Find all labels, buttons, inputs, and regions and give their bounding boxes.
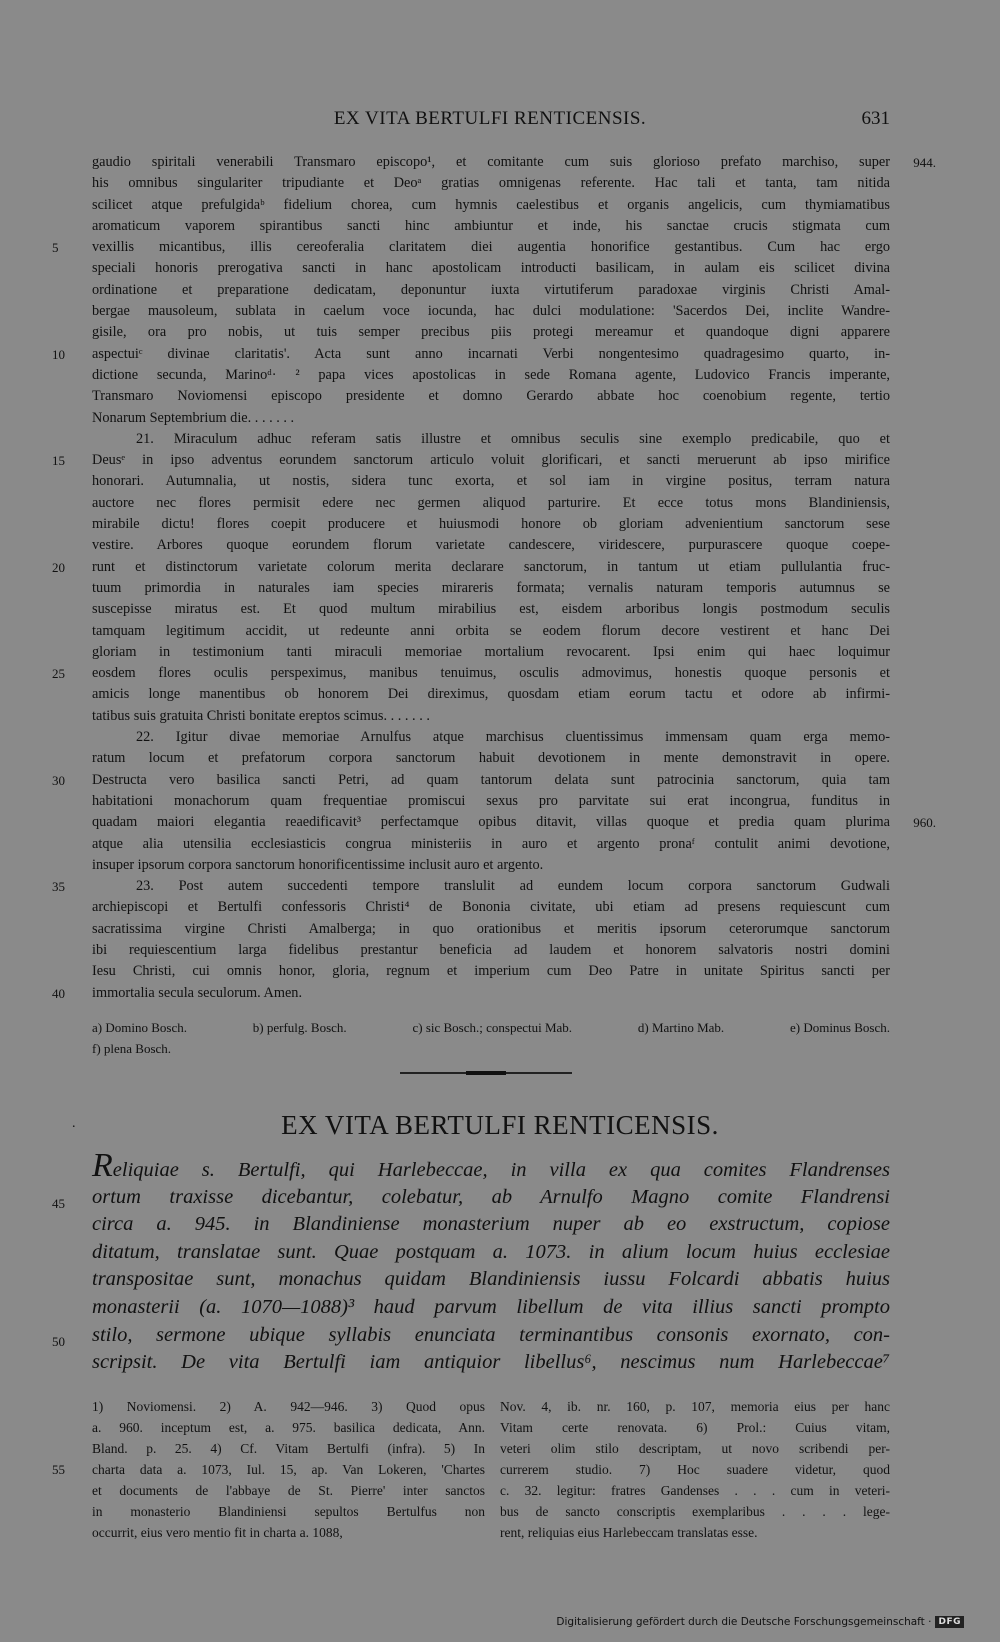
text-line <box>92 621 890 642</box>
line-text: his omnibus singulariter tripudiante et Deoᵃ gratias omnigenas referente. Hac tali et tanta, tam nitida <box>92 175 890 192</box>
line-text: Transmaro Noviomensi episcopo presidente et domno Gerardo abbate hoc coenobium regente, tertio <box>92 388 890 405</box>
line-text: gaudio spiritali venerabili Transmaro episcopo¹, et comitante cum suis glorioso prefato marchiso, super <box>92 154 890 170</box>
text-line <box>92 173 890 194</box>
main-text-block <box>52 152 936 1004</box>
text-line <box>92 642 890 663</box>
margin-date: 960. <box>913 815 936 831</box>
dfg-logo: DFG <box>935 1616 964 1628</box>
line-text: aspectuiᶜ divinae claritatis'. Acta sunt anno incarnati Verbi nongentesimo quadragesimo quarto, in- <box>92 345 890 362</box>
line-text: ditatum, translatae sunt. Quae postquam a. 1073. in alium locum huius ecclesiae <box>92 1240 890 1263</box>
text-line <box>92 1349 890 1377</box>
line-number: 55 <box>52 1462 65 1477</box>
drop-cap: R <box>92 1147 113 1184</box>
text-line <box>52 1322 890 1350</box>
footer-credit <box>556 1616 964 1628</box>
line-text: eliquiae s. Bertulfi, qui Harlebeccae, in villa ex qua comites Flandrenses <box>112 1159 890 1181</box>
line-number: 5 <box>52 240 59 256</box>
line-text: 1) Noviomensi. 2) A. 942—946. 3) Quod opus <box>92 1399 485 1414</box>
line-text: aromaticum vaporem spirantibus sancti hinc ambiuntur et inde, his sanctae crucis stigmata cum <box>92 217 890 234</box>
line-text: Vitam certe renovata. 6) Prol.: Cuius vitam, <box>500 1420 890 1435</box>
text-line <box>52 557 890 578</box>
line-text: charta data a. 1073, Iul. 15, ap. Van Lokeren, 'Chartes <box>92 1462 485 1477</box>
text-line <box>92 897 890 918</box>
line-text: Nonarum Septembrium die. . . . . . . <box>92 409 295 426</box>
text-line <box>92 1417 485 1438</box>
text-line <box>500 1480 890 1501</box>
text-line <box>52 237 890 258</box>
line-text: sacratissima virgine Christi Amalberga; in quo orationibus et meritis ipsorum ceterorumque sanctorum <box>92 920 890 937</box>
text-line <box>92 152 936 173</box>
line-text: scilicet atque prefulgidaᵇ fidelium chorea, cum hymnis caelestibus et organis angelicis, cum thymiamatibus <box>92 196 890 213</box>
text-line <box>92 322 890 343</box>
footnote-c: c) sic Bosch.; conspectui Mab. <box>412 1020 573 1035</box>
line-text: Nov. 4, ib. nr. 160, p. 107, memoria eius per hanc <box>500 1399 890 1414</box>
text-line <box>92 684 890 705</box>
text-line <box>92 535 890 556</box>
line-text: speciali honoris prerogativa sancti in hanc apostolicam introducti basilicam, in aulam eis scilicet divina <box>92 260 890 277</box>
line-number: 35 <box>52 879 65 895</box>
text-line <box>500 1417 890 1438</box>
line-text: ratum locum et prefatorum corpora sanctorum habuit devotionem in mente demonstravit in opere. <box>92 750 890 767</box>
footnote-f: f) plena Bosch. <box>92 1041 172 1056</box>
text-line <box>92 834 890 855</box>
text-line <box>92 1147 890 1184</box>
line-text: runt et distinctorum varietate colorum merita declarare sanctorum, in tantum ut etiam pullulantia fruc- <box>92 558 890 575</box>
line-text: ibi requiescentium larga fidelibus prestantur beneficia ad laudem et honorem salvatoris nostri domini <box>92 941 890 958</box>
text-line <box>92 408 890 429</box>
line-text: insuper ipsorum corpora sanctorum honorificentissime inclusit auro et argento. <box>92 856 544 873</box>
line-text: Bland. p. 25. 4) Cf. Vitam Bertulfi (infra). 5) In <box>92 1441 485 1456</box>
text-line <box>92 429 890 450</box>
line-number: 30 <box>52 772 65 788</box>
footnote-d: d) Martino Mab. <box>637 1020 725 1035</box>
text-line <box>92 1501 485 1522</box>
line-text: 22. Igitur divae memoriae Arnulfus atque marchisus cluentissimus immensam quam erga memo- <box>136 729 890 746</box>
line-text: monasterii (a. 1070—1088)³ haud parvum libellum de vita illius sancti prompto <box>92 1295 890 1318</box>
line-text: in monasterio Blandiniensi sepultos Bertulfus non <box>92 1504 485 1519</box>
text-line <box>92 1294 890 1322</box>
line-text: auctore nec flores permisit edere nec germen aliquod parturire. Et ecce totus mons Blandiniensis, <box>92 494 890 511</box>
line-text: transpositae sunt, monachus quidam Blandiniensis iussu Folcardi abbatis huius <box>92 1268 890 1291</box>
line-text: a. 960. inceptum est, a. 975. basilica dedicata, Ann. <box>92 1420 485 1435</box>
line-text: c. 32. legitur: fratres Gandenses . . . cum in veteri- <box>500 1483 890 1498</box>
text-line <box>92 280 890 301</box>
text-line <box>92 578 890 599</box>
text-line <box>92 493 890 514</box>
text-line <box>92 791 890 812</box>
text-line <box>92 1211 890 1239</box>
line-text: ordinatione et preparatione dedicatam, deponuntur iuxta virtutiferum paradoxae virginis Christi Amal- <box>92 281 890 298</box>
margin-date: 944. <box>913 155 936 170</box>
intro-text-block <box>52 1147 890 1377</box>
line-text: currerem studio. 7) Hoc suadere videtur, quod <box>500 1462 890 1477</box>
text-line <box>500 1501 890 1522</box>
text-line <box>92 706 890 727</box>
line-text: habitationi monachorum quam frequentiae promiscui sexus pro parvitate sui erat incongrua, funditus in <box>92 792 890 809</box>
line-text: et documents de l'abbaye de St. Pierre' inter sanctos <box>92 1483 485 1498</box>
footnote-a: a) Domino Bosch. <box>92 1020 187 1035</box>
line-text: tamquam legitimum accidit, ut redeunte anni orbita se eodem florum decore vestirent et hanc Dei <box>92 622 890 639</box>
line-number: 25 <box>52 666 65 682</box>
line-text: honorari. Autumnalia, ut nostis, sidera tunc exorta, et sol iam in virgine positus, terram natura <box>92 473 890 490</box>
text-line <box>92 258 890 279</box>
line-text: Deusᵉ in ipso adventus eorundem sanctorum articulo voluit glorificari, et sancti meruerunt ab ipso mirifice <box>92 452 890 469</box>
text-line <box>52 770 890 791</box>
text-line <box>92 195 890 216</box>
line-text: Iesu Christi, cui omnis honor, gloria, regnum et imperium cum Deo Patre in unitate Spiritus sancti per <box>92 963 890 980</box>
line-text: archiepiscopi et Bertulfi confessoris Christi⁴ de Bononia civitate, ubi etiam ad presens requiescunt cum <box>92 899 890 916</box>
line-number: 10 <box>52 346 65 362</box>
text-line <box>92 301 890 322</box>
line-text: suscepisse miratus est. Et quod multum mirabilius est, eisdem arboribus longis postmodum seculis <box>92 601 890 618</box>
line-text: Destructa vero basilica sancti Petri, ad quam tantorum delata sunt patrocinia sanctorum, quia tam <box>92 771 890 788</box>
line-text: vexillis micantibus, illis cereoferalia claritatem diei augentia honorifice gestantibus. Cum hac ergo <box>92 239 890 256</box>
text-line <box>92 940 890 961</box>
text-line <box>92 1396 485 1417</box>
line-text: tuum primordia in naturales iam species mirareris formata; vernalis naturam temporis autumnus se <box>92 579 890 596</box>
text-line <box>500 1522 890 1543</box>
text-line <box>92 919 890 940</box>
text-line <box>500 1438 890 1459</box>
section-dot: . <box>72 1116 76 1131</box>
line-text: vestire. Arbores quoque eorundem florum varietate candescere, viridescere, purpurascere quoque coepe- <box>92 537 890 554</box>
line-text: gisile, ora pro nobis, ut tuis semper precibus piis protegi mereamur et quandoque digni apparere <box>92 324 890 341</box>
text-line <box>500 1396 890 1417</box>
footnotes <box>92 1017 890 1059</box>
line-number: 45 <box>52 1195 65 1211</box>
text-line <box>92 748 890 769</box>
running-title: EX VITA BERTULFI RENTICENSIS. <box>333 108 647 129</box>
footer-credit-text: Digitalisierung gefördert durch die Deutsche Forschungsgemeinschaft · <box>556 1616 932 1628</box>
text-line <box>500 1459 890 1480</box>
line-text: atque alia utensilia ecclesiasticis congrua ministeriis in auro et argento pronaᶠ contulit animi devotione, <box>92 835 890 852</box>
text-line <box>52 983 890 1004</box>
line-text: veteri olim stilo descriptam, ut novo scribendi per- <box>500 1441 890 1456</box>
line-text: dictione secunda, Marinoᵈ· ² papa vices apostolicas in sede Romana agente, Ludovico Francis imperante, <box>92 366 890 383</box>
text-line <box>92 471 890 492</box>
notes-right-column <box>500 1396 890 1543</box>
footnote-b: b) perfulg. Bosch. <box>252 1020 347 1035</box>
line-text: immortalia secula seculorum. Amen. <box>92 984 303 1001</box>
text-line <box>52 344 890 365</box>
line-text: eosdem flores oculis perspeximus, manibus tenuimus, osculis admovimus, honestis quoque personis et <box>92 665 890 682</box>
notes-left-column <box>52 1396 485 1543</box>
line-number: 20 <box>52 559 65 575</box>
line-text: tatibus suis gratuita Christi bonitate ereptos scimus. . . . . . . <box>92 707 430 724</box>
text-line <box>92 365 890 386</box>
text-line <box>92 961 890 982</box>
line-text: rent, reliquias eius Harlebeccam translatas esse. <box>500 1525 758 1540</box>
text-line <box>92 1266 890 1294</box>
line-text: amicis longe manentibus ob honorem Dei direximus, quosdam etiam eorum tactu et odore ab infirmi- <box>92 686 890 703</box>
line-number: 40 <box>52 985 65 1001</box>
line-number: 15 <box>52 453 65 469</box>
footnote-e: e) Dominus Bosch. <box>789 1020 890 1035</box>
text-line <box>92 855 890 876</box>
line-text: 23. Post autem succedenti tempore translulit ad eundem locum corpora sanctorum Gudwali <box>136 878 890 895</box>
text-line <box>92 1239 890 1267</box>
page-header <box>90 108 890 138</box>
text-line <box>92 812 936 833</box>
text-line <box>52 663 890 684</box>
text-line <box>92 1480 485 1501</box>
line-text: mirabile dictu! flores coepit producere et huiusmodi honore ob gloriam advenientium sanctorum sese <box>92 516 890 533</box>
text-line <box>52 1184 890 1212</box>
line-text: circa a. 945. in Blandiniense monasterium nuper ab eo exstructum, copiose <box>92 1213 890 1236</box>
section-divider <box>400 1072 572 1074</box>
text-line <box>52 450 890 471</box>
line-text: bergae mausoleum, sublata in caelum voce iocunda, hac dulci modulatione: 'Sacerdos Dei, inclite Wandre- <box>92 303 890 320</box>
page-number: 631 <box>861 108 890 129</box>
line-text: stilo, sermone ubique syllabis enunciata terminantibus consonis exornato, con- <box>92 1323 890 1346</box>
text-line <box>92 386 890 407</box>
line-text: quadam maiori elegantia reaedificavit³ perfectamque opibus ditavit, villas quoque et predia quam plurima <box>92 814 890 831</box>
line-text: 21. Miraculum adhuc referam satis illustre et omnibus seculis sine exemplo predicabile, quo et <box>136 430 890 447</box>
text-line <box>92 514 890 535</box>
footnote-row <box>92 1017 890 1038</box>
line-text: ortum traxisse dicebantur, colebatur, ab Arnulfo Magno comite Flandrensi <box>92 1185 890 1208</box>
text-line <box>92 216 890 237</box>
line-text: occurrit, eius vero mentio fit in charta a. 1088, <box>92 1525 343 1540</box>
line-text: scripsit. De vita Bertulfi iam antiquior libellus⁶, nescimus num Harlebeccae⁷ <box>92 1351 890 1374</box>
text-line <box>52 1459 485 1480</box>
text-line <box>92 1438 485 1459</box>
text-line <box>52 876 890 897</box>
line-text: bus de sancto conscriptis exemplaribus . . . . lege- <box>500 1504 890 1519</box>
section-title: EX VITA BERTULFI RENTICENSIS. <box>281 1110 719 1140</box>
line-number: 50 <box>52 1333 65 1349</box>
text-line <box>92 1522 485 1543</box>
text-line <box>92 727 890 748</box>
line-text: gloriam in testimonium tanti miraculi memoriae mortalium revocarent. Ipsi enim qui haec loquimur <box>92 643 890 660</box>
text-line <box>92 599 890 620</box>
